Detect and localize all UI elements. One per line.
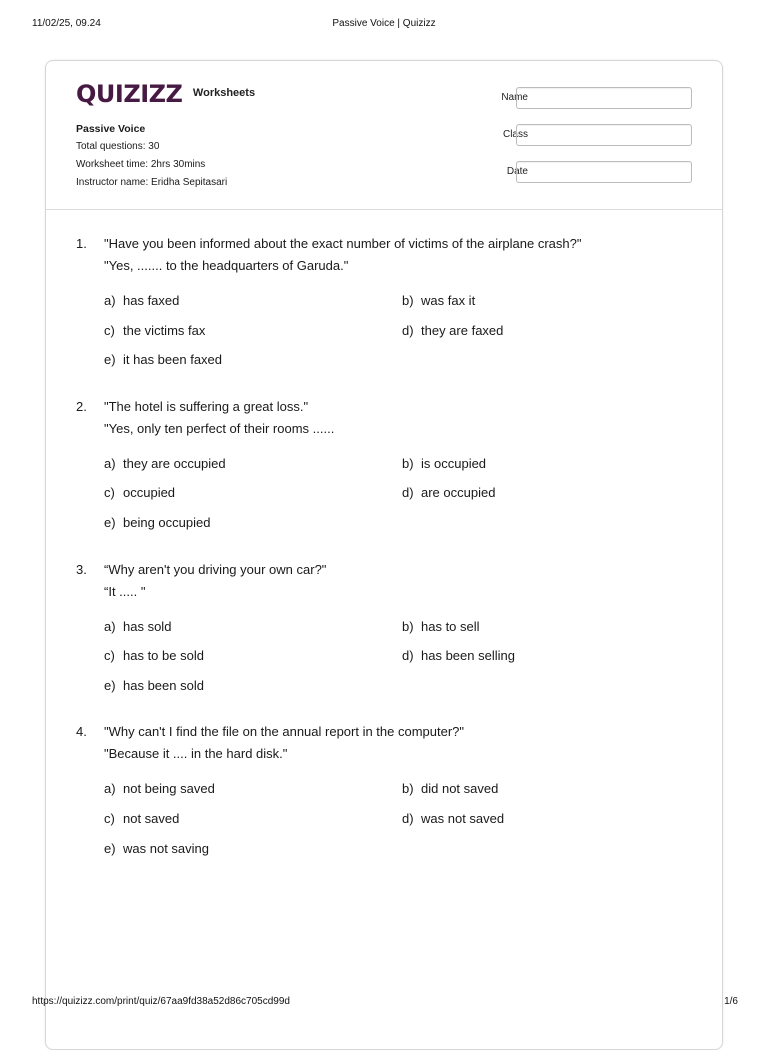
question-1 [76, 233, 696, 370]
option-text: has sold [123, 618, 172, 634]
option-letter: d) [402, 485, 414, 501]
option-text: has to be sold [123, 648, 204, 664]
option-letter: d) [402, 648, 414, 664]
option-e[interactable] [104, 839, 402, 859]
option-a[interactable] [104, 291, 402, 311]
question-line: "Yes, ....... to the headquarters of Garuda." [104, 258, 349, 273]
option-a[interactable] [104, 617, 402, 637]
option-text: did not saved [421, 781, 499, 797]
question-number: 3. [76, 561, 87, 577]
date-field [466, 161, 696, 183]
option-text: is occupied [421, 455, 487, 471]
option-text: being occupied [123, 514, 211, 530]
option-text: has been selling [421, 648, 515, 664]
option-e[interactable] [104, 350, 402, 370]
option-e[interactable] [104, 513, 402, 533]
option-a[interactable] [104, 454, 402, 474]
question-number: 4. [76, 724, 87, 740]
question-line: "Have you been informed about the exact number of victims of the airplane crash?" [104, 236, 582, 251]
options [104, 617, 696, 696]
question-stem [104, 559, 696, 603]
question-number: 2. [76, 398, 87, 414]
name-label: Name [501, 92, 528, 103]
print-url: https://quizizz.com/print/quiz/67aa9fd38a52d86c705cd99d [32, 996, 290, 1007]
date-input[interactable] [516, 161, 692, 183]
question-4 [76, 721, 696, 858]
worksheet-card [45, 60, 723, 1050]
option-letter: c) [104, 485, 115, 501]
option-letter: d) [402, 810, 414, 826]
option-text: they are faxed [421, 322, 504, 338]
product-name: Worksheets [192, 87, 256, 99]
question-line: "Because it .... in the hard disk." [104, 746, 288, 762]
question-line: "Why can't I find the file on the annual report in the computer?" [104, 724, 465, 740]
option-text: has to sell [421, 618, 480, 634]
option-d[interactable] [402, 809, 702, 829]
name-field [466, 87, 696, 109]
option-text: are occupied [421, 485, 496, 501]
option-d[interactable] [402, 321, 702, 341]
question-list [76, 233, 696, 884]
option-letter: e) [104, 514, 116, 530]
option-letter: e) [104, 677, 116, 693]
question-line: "Yes, only ten perfect of their rooms ...... [104, 420, 335, 436]
options [104, 291, 696, 370]
name-input[interactable] [516, 87, 692, 109]
options [104, 779, 696, 858]
print-datetime: 11/02/25, 09.24 [32, 18, 101, 29]
option-letter: b) [402, 455, 414, 471]
print-page-title: Passive Voice | Quizizz [332, 18, 436, 29]
option-c[interactable] [104, 321, 402, 341]
worksheet-header [46, 61, 722, 210]
question-stem [104, 721, 696, 765]
worksheet-time: Worksheet time: 2hrs 30mins [76, 159, 206, 170]
option-c[interactable] [104, 809, 402, 829]
question-number: 1. [76, 236, 87, 251]
print-footer [0, 996, 768, 1010]
option-letter: b) [402, 781, 414, 797]
print-page-number: 1/6 [724, 996, 738, 1007]
option-letter: e) [104, 840, 116, 856]
question-stem [104, 396, 696, 440]
option-letter: b) [402, 618, 414, 634]
option-text: was not saving [123, 840, 209, 856]
option-a[interactable] [104, 779, 402, 799]
option-text: not being saved [123, 781, 215, 797]
option-c[interactable] [104, 483, 402, 503]
option-b[interactable] [402, 779, 702, 799]
print-header [0, 18, 768, 32]
question-2 [76, 396, 696, 533]
option-text: was not saved [421, 810, 505, 826]
option-e[interactable] [104, 676, 402, 696]
option-letter: c) [104, 322, 115, 338]
option-letter: b) [402, 293, 414, 308]
option-b[interactable] [402, 291, 702, 311]
option-letter: a) [104, 455, 116, 471]
worksheet-meta [76, 120, 227, 192]
option-text: was fax it [421, 293, 476, 308]
quizizz-logo: QUIZIZZ [76, 80, 183, 108]
option-text: occupied [123, 485, 176, 501]
worksheet-title: Passive Voice [76, 123, 146, 135]
class-input[interactable] [516, 124, 692, 146]
options [104, 454, 696, 533]
class-field [466, 124, 696, 146]
option-letter: e) [104, 352, 116, 368]
question-line: “Why aren't you driving your own car?" [104, 561, 327, 577]
question-line: “It ..... " [104, 583, 146, 599]
option-text: has been sold [123, 677, 204, 693]
option-letter: a) [104, 293, 116, 308]
option-b[interactable] [402, 617, 702, 637]
option-text: the victims fax [123, 322, 206, 338]
question-stem [104, 233, 696, 277]
option-text: it has been faxed [123, 352, 223, 368]
option-letter: c) [104, 648, 115, 664]
option-letter: a) [104, 618, 116, 634]
option-letter: c) [104, 810, 115, 826]
option-letter: d) [402, 322, 414, 338]
option-d[interactable] [402, 483, 702, 503]
brand [76, 81, 255, 107]
option-text: they are occupied [123, 455, 226, 471]
class-label: Class [502, 129, 528, 140]
date-label: Date [506, 166, 528, 177]
option-text: not saved [123, 810, 180, 826]
option-letter: a) [104, 781, 116, 797]
option-text: has faxed [123, 293, 180, 308]
option-b[interactable] [402, 454, 702, 474]
instructor-name: Instructor name: Eridha Sepitasari [76, 177, 228, 188]
option-d[interactable] [402, 646, 702, 666]
total-questions: Total questions: 30 [76, 141, 160, 152]
question-3 [76, 559, 696, 696]
question-line: "The hotel is suffering a great loss." [104, 398, 309, 414]
option-c[interactable] [104, 646, 402, 666]
